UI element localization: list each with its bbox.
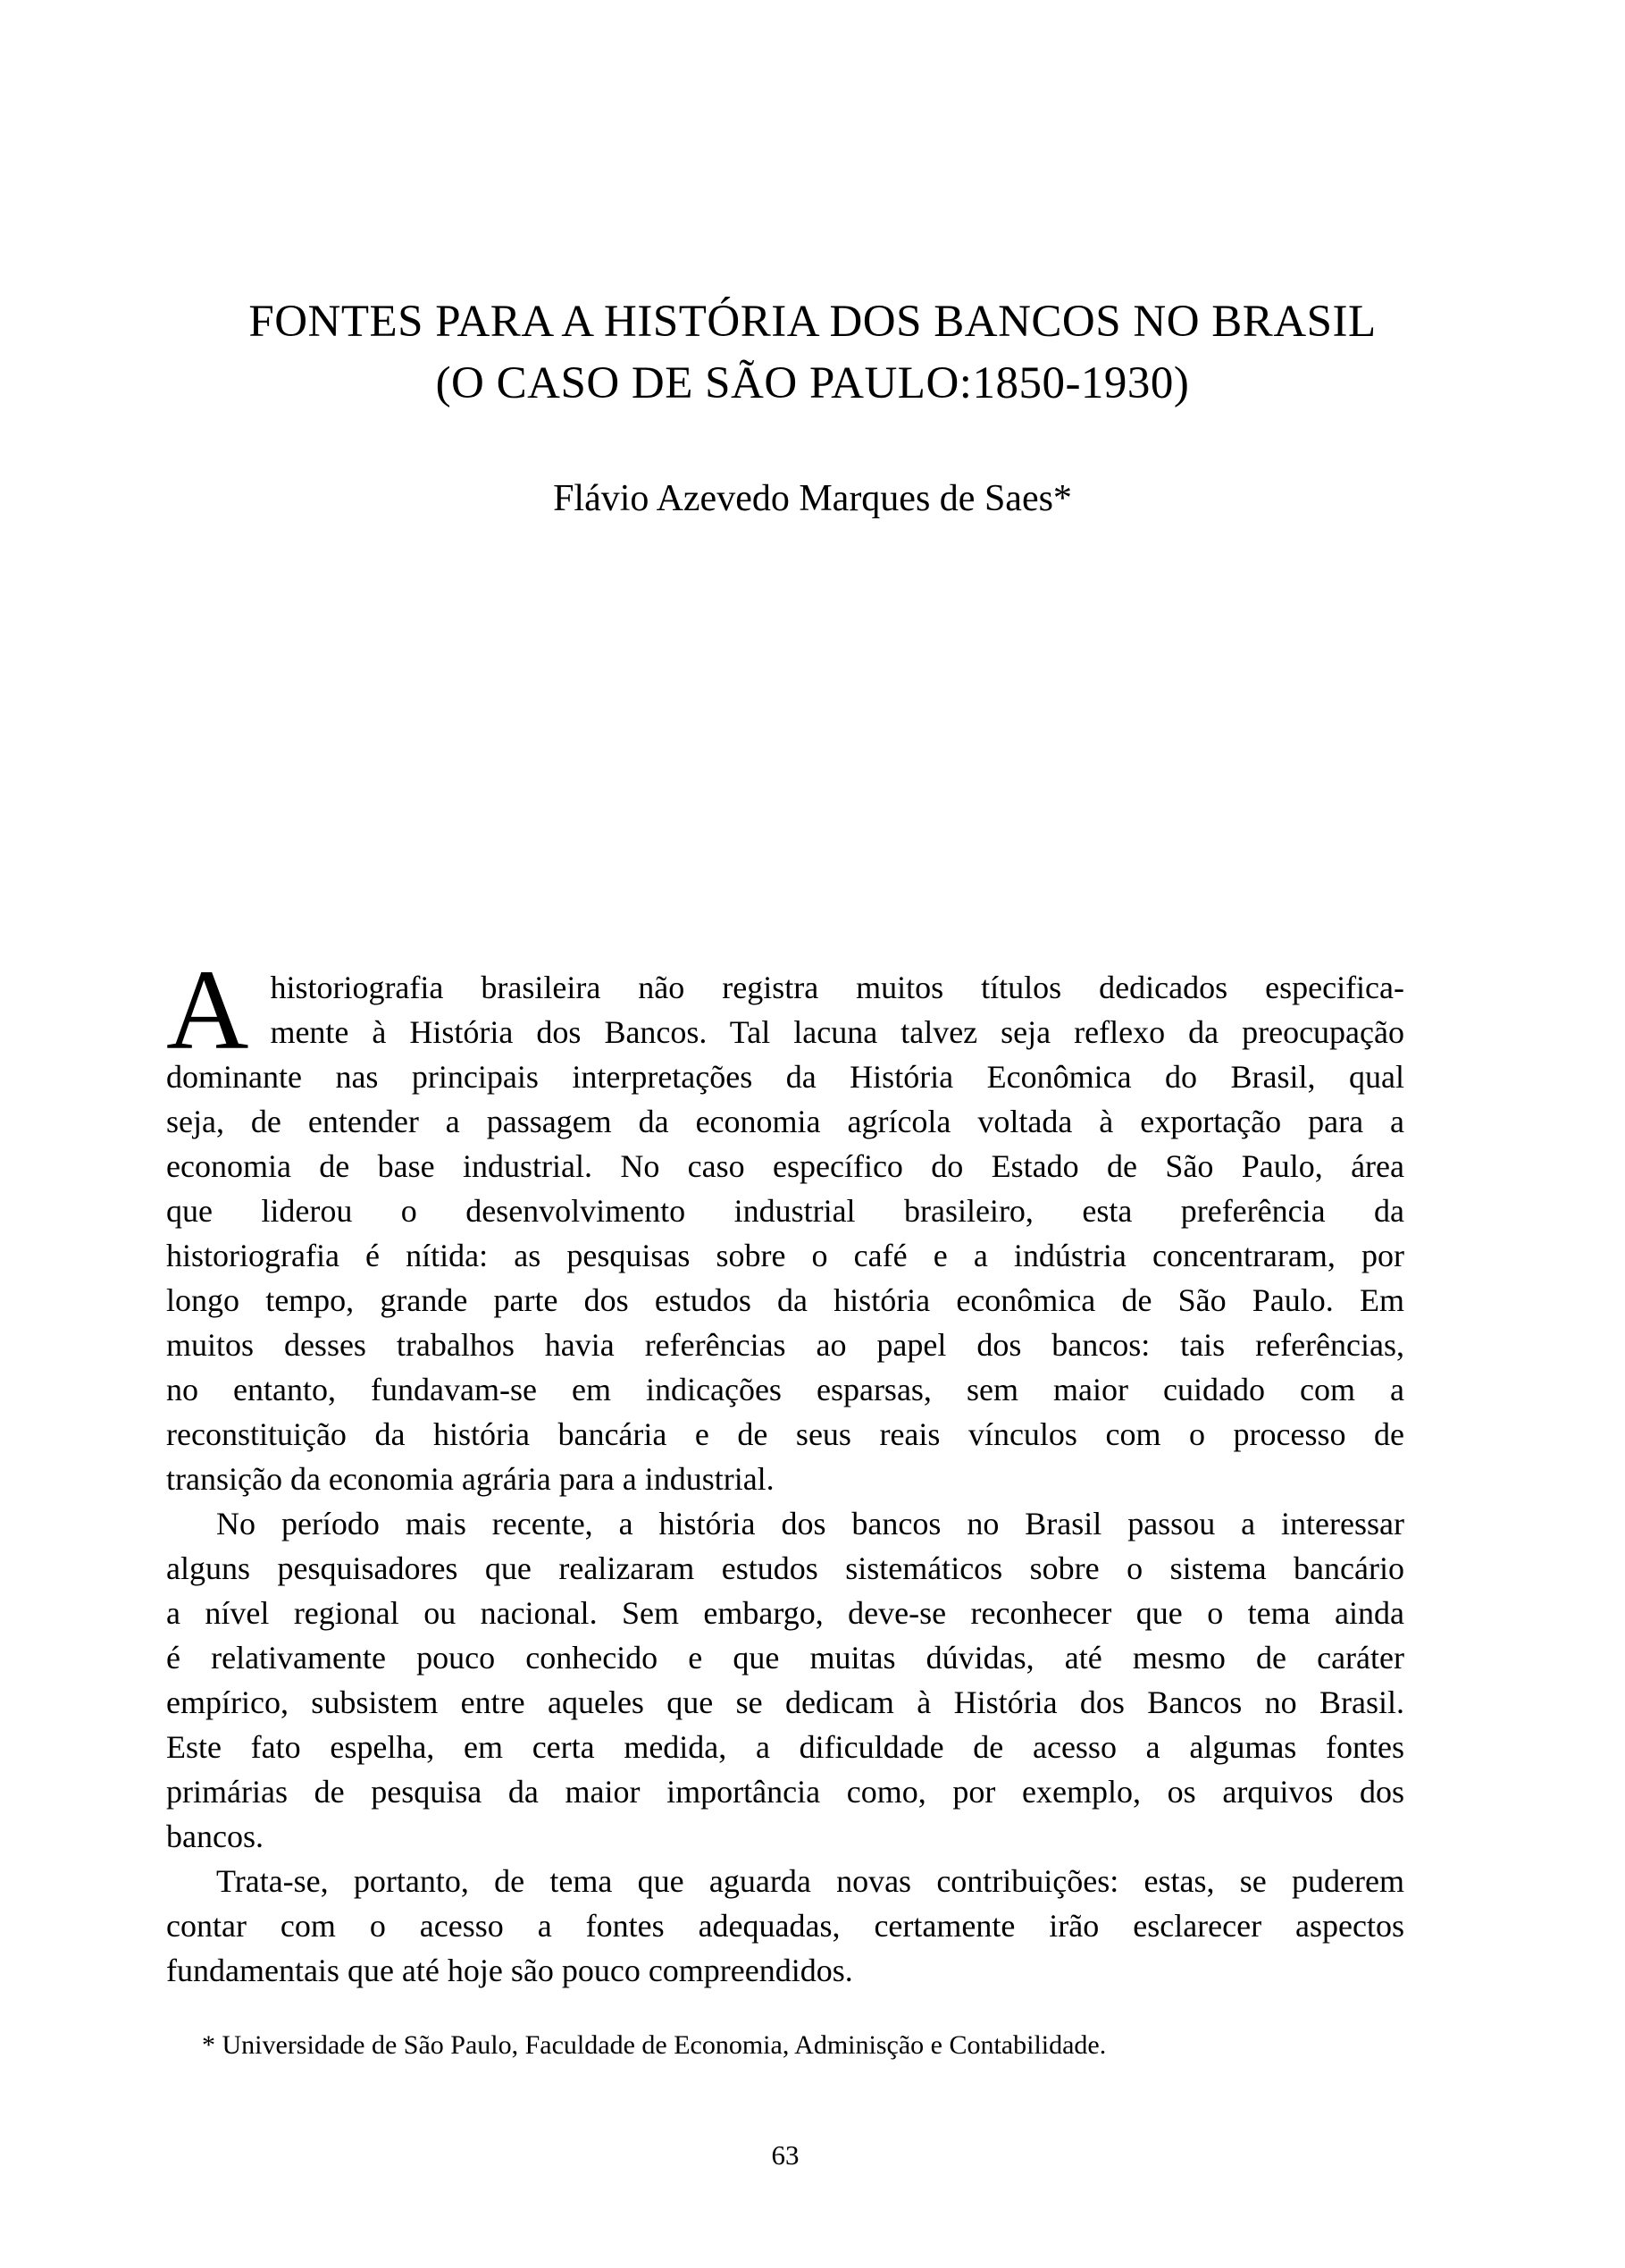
- text-line: dominante nas principais interpretações da História Econômica do Brasil, qual: [166, 1059, 1404, 1095]
- author-affiliation-footnote: * Universidade de São Paulo, Faculdade de Economia, Adminisção e Contabilidade.: [202, 2030, 1107, 2060]
- text-line: é relativamente pouco conhecido e que muitas dúvidas, até mesmo de caráter: [166, 1640, 1404, 1676]
- text-line: seja, de entender a passagem da economia agrícola voltada à exportação para a: [166, 1104, 1404, 1139]
- text-line: economia de base industrial. No caso específico do Estado de São Paulo, área: [166, 1148, 1404, 1184]
- text-line: alguns pesquisadores que realizaram estudos sistemáticos sobre o sistema bancário: [166, 1550, 1404, 1586]
- author-line: Flávio Azevedo Marques de Saes*: [553, 478, 1072, 519]
- text-line: que liderou o desenvolvimento industrial brasileiro, esta preferência da: [166, 1193, 1404, 1229]
- text-line: Este fato espelha, em certa medida, a dificuldade de acesso a algumas fontes: [166, 1729, 1404, 1765]
- paragraph-1-lines: [166, 946, 1404, 1501]
- text-line: mente à História dos Bancos. Tal lacuna talvez seja reflexo da preocupação: [270, 1014, 1404, 1050]
- page-number: 63: [771, 2139, 800, 2171]
- text-line: longo tempo, grande parte dos estudos da história econômica de São Paulo. Em: [166, 1282, 1404, 1318]
- text-line: No período mais recente, a história dos bancos no Brasil passou a interessar: [216, 1506, 1404, 1541]
- text-line: historiografia brasileira não registra muitos títulos dedicados especifica-: [270, 970, 1404, 1005]
- text-line: fundamentais que até hoje são pouco compreendidos.: [166, 1953, 853, 1988]
- paragraph-2: [166, 1501, 1404, 1859]
- text-line: transição da economia agrária para a industrial.: [166, 1461, 775, 1497]
- text-line: no entanto, fundavam-se em indicações esparsas, sem maior cuidado com a: [166, 1372, 1404, 1407]
- text-line: muitos desses trabalhos havia referências ao papel dos bancos: tais referências,: [166, 1327, 1404, 1363]
- text-line: Trata-se, portanto, de tema que aguarda novas contribuições: estas, se puderem: [216, 1863, 1404, 1899]
- text-line: empírico, subsistem entre aqueles que se dedicam à História dos Bancos no Brasil.: [166, 1684, 1404, 1720]
- text-line: reconstituição da história bancária e de seus reais vínculos com o processo de: [166, 1416, 1404, 1452]
- text-line: contar com o acesso a fontes adequadas, certamente irão esclarecer aspectos: [166, 1908, 1404, 1944]
- article-body: [166, 946, 1404, 1993]
- article-title: [0, 291, 1625, 415]
- article-title-line-1: FONTES PARA A HISTÓRIA DOS BANCOS NO BRASIL: [248, 297, 1377, 347]
- article-title-line-2: (O CASO DE SÃO PAULO:1850-1930): [435, 358, 1190, 408]
- paragraph-3: [166, 1859, 1404, 1993]
- text-line: bancos.: [166, 1819, 264, 1854]
- text-line: historiografia é nítida: as pesquisas sobre o café e a indústria concentraram, por: [166, 1238, 1404, 1273]
- text-line: primárias de pesquisa da maior importância como, por exemplo, os arquivos dos: [166, 1774, 1404, 1810]
- drop-cap: A: [166, 946, 249, 1073]
- text-line: a nível regional ou nacional. Sem embargo, deve-se reconhecer que o tema ainda: [166, 1595, 1404, 1631]
- paragraph-1: [166, 946, 1404, 1501]
